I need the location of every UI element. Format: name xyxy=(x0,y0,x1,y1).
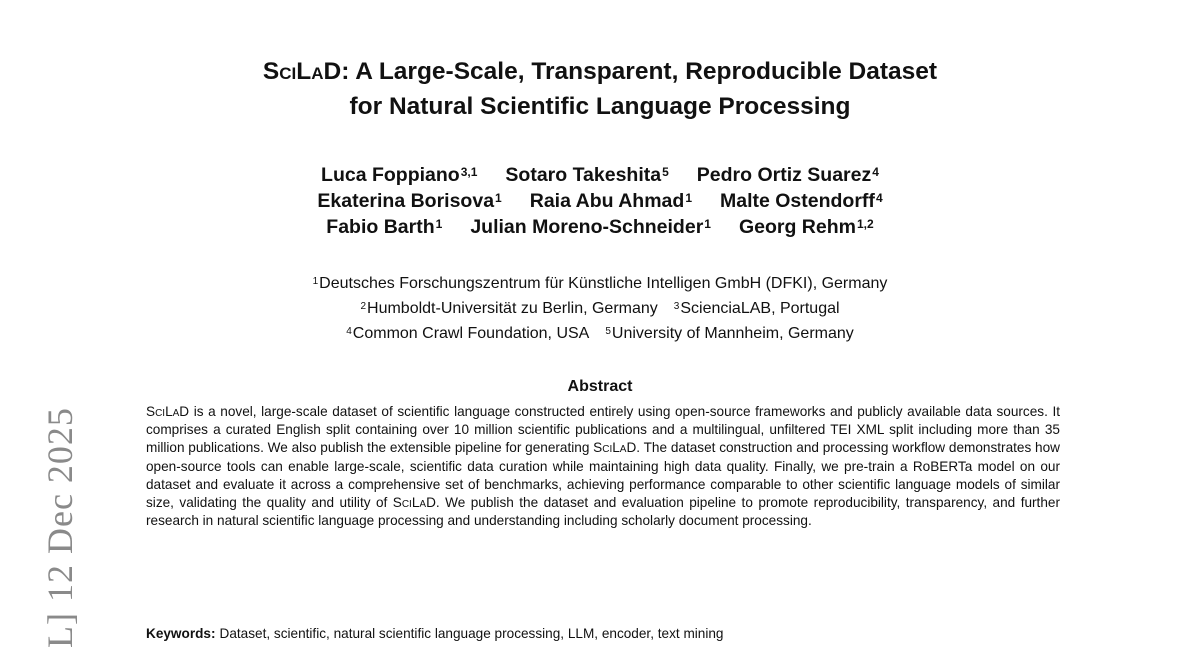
affiliation-number: 3 xyxy=(673,301,680,312)
author xyxy=(317,188,501,214)
keywords-text: Dataset, scientific, natural scientific language processing, LLM, encoder, text mining xyxy=(219,626,724,641)
paper-title xyxy=(0,54,1200,124)
arxiv-side-stamp: L] 12 Dec 2025 xyxy=(40,407,80,648)
affiliation-text: Humboldt-Universität zu Berlin, Germany xyxy=(367,300,658,317)
author-name: Pedro Ortiz Suarez xyxy=(696,164,872,186)
author xyxy=(470,214,711,240)
author xyxy=(530,188,692,214)
keywords-label: Keywords: xyxy=(146,626,216,641)
abstract-brand: SciLaD xyxy=(392,495,436,511)
author-affiliation-mark: 5 xyxy=(662,165,669,179)
author-affiliation-mark: 4 xyxy=(875,191,883,205)
affiliation-row xyxy=(0,321,1200,346)
author-name: Raia Abu Ahmad xyxy=(529,190,685,212)
author-affiliation-mark: 3,1 xyxy=(460,165,478,179)
title-line1: : A Large-Scale, Transparent, Reproducible Dataset xyxy=(341,58,938,85)
affiliation-row xyxy=(0,271,1200,296)
author-name: Sotaro Takeshita xyxy=(505,164,662,186)
affiliation-row xyxy=(0,296,1200,321)
author xyxy=(321,162,477,188)
affiliation xyxy=(313,271,888,296)
author-name: Ekaterina Borisova xyxy=(317,190,495,212)
abstract-heading: Abstract xyxy=(567,378,633,395)
affiliation-number: 1 xyxy=(312,276,319,287)
author-affiliation-mark: 1 xyxy=(704,217,711,231)
abstract-part: is a novel, large-scale dataset of scientific language constructed entirely using open-source frameworks and publicly available data sources. It comprises a curated English split containing over 10 million scientific publications and a multilingual, unfiltered TEI XML split including more than 35 million publications. We also publish the extensible pipeline for generating xyxy=(146,404,1060,456)
author-list xyxy=(0,162,1200,240)
author-name: Malte Ostendorff xyxy=(720,190,875,212)
affiliation xyxy=(605,321,853,346)
author-affiliation-mark: 1 xyxy=(685,191,692,205)
affiliation-number: 4 xyxy=(346,326,352,337)
affiliation-list xyxy=(0,271,1200,346)
author xyxy=(739,214,874,240)
affiliation-text: University of Mannheim, Germany xyxy=(611,325,854,342)
abstract-part: . The dataset construction and processing workflow demonstrates how open-source tools can enable large-scale, scientific data curation while maintaining high data quality. Finally, we pre-train a RoBERTa model on our dataset and evaluate it across a comprehensive set of benchmarks, achieving performance comparable to other scientific language models of similar size, validating the quality and utility of xyxy=(146,440,1060,511)
abstract-brand: SciLaD xyxy=(593,440,637,456)
abstract-brand: SciLaD xyxy=(146,404,190,419)
author-row xyxy=(0,188,1200,214)
author-name: Luca Foppiano xyxy=(321,164,460,186)
abstract-text xyxy=(146,403,1060,530)
author-affiliation-mark: 1,2 xyxy=(857,217,874,231)
author xyxy=(720,188,883,214)
affiliation-text: ScienciaLAB, Portugal xyxy=(680,300,840,317)
affiliation xyxy=(360,296,657,321)
author-row xyxy=(0,214,1200,240)
author-row xyxy=(0,162,1200,188)
affiliation-text: Deutsches Forschungszentrum für Künstliche Intelligen GmbH (DFKI), Germany xyxy=(319,275,888,292)
author xyxy=(505,162,668,188)
affiliation-text: Common Crawl Foundation, USA xyxy=(352,325,590,342)
title-brand: SciLaD xyxy=(262,58,342,85)
abstract-part: . We publish the dataset and evaluation pipeline to promote reproducibility, transparency, and further research in natural scientific language processing and understanding including scholarly document processing. xyxy=(146,495,1060,529)
author-affiliation-mark: 1 xyxy=(495,191,502,205)
author xyxy=(326,214,442,240)
author-name: Georg Rehm xyxy=(738,216,856,238)
affiliation xyxy=(346,321,589,346)
title-line2: for Natural Scientific Language Processing xyxy=(349,93,851,120)
author-affiliation-mark: 4 xyxy=(872,165,879,179)
author-name: Fabio Barth xyxy=(326,216,435,238)
affiliation-number: 2 xyxy=(360,301,367,312)
affiliation-number: 5 xyxy=(605,326,611,337)
keywords xyxy=(146,625,1060,643)
author xyxy=(697,162,879,188)
author-name: Julian Moreno-Schneider xyxy=(470,216,704,238)
author-affiliation-mark: 1 xyxy=(435,217,443,231)
affiliation xyxy=(674,296,840,321)
